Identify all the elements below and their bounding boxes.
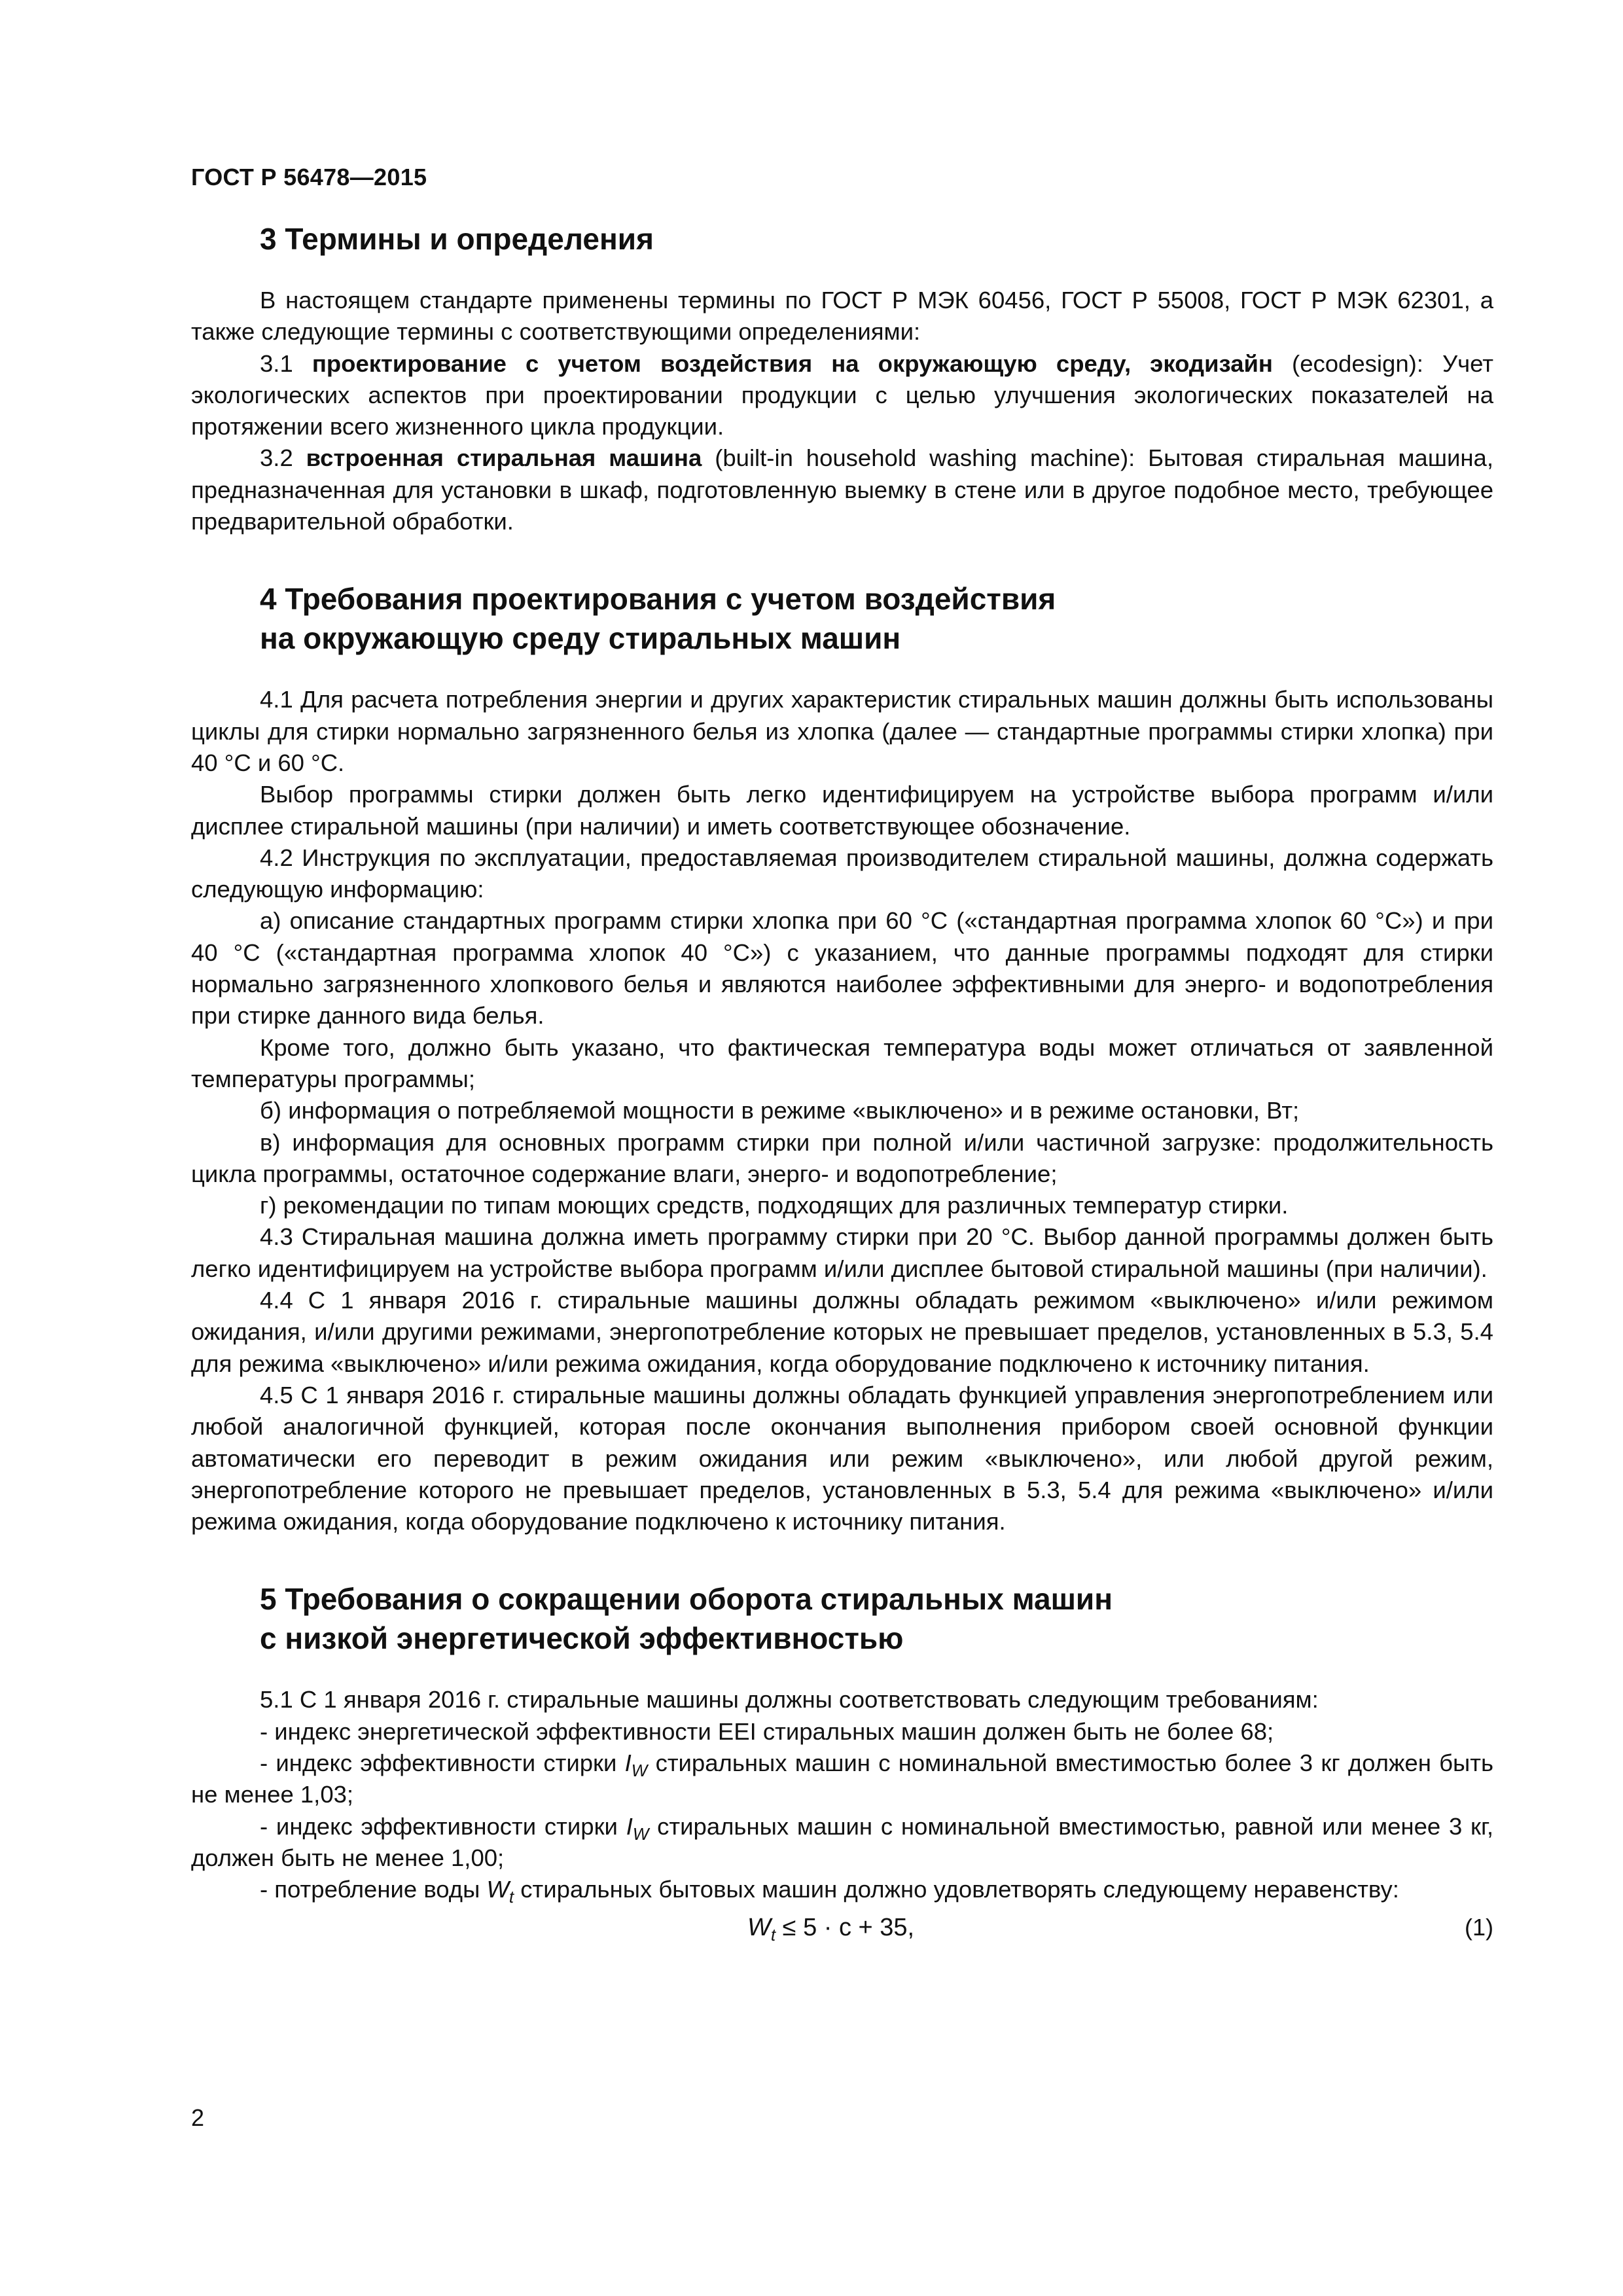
term-3-2: [191, 442, 1493, 537]
symbol-wt: $W_t$: [486, 1876, 514, 1907]
requirement-iw-over-3kg: - индекс эффективности стирки $I_W$ стиральных машин с номинальной вместимостью более 3 кг должен быть не менее 1,03;: [191, 1749, 1493, 1808]
section-5-title-line1: 5 Требования о сокращении оборота стиральных машин: [260, 1582, 1113, 1617]
list-item-g: г) рекомендации по типам моющих средств, подходящих для различных температур стирки.: [260, 1192, 1289, 1219]
term-3-2-number: 3.2: [260, 444, 306, 472]
paragraph-4-1-program-selection: Выбор программы стирки должен быть легко идентифицируем на устройстве выбора программ и/или дисплее стиральной машины (при наличии) и иметь соответствующее обозначение.: [191, 781, 1493, 840]
symbol-iw: $I_W$: [626, 1812, 649, 1844]
formula-1: [191, 1908, 1493, 1947]
section-4-title-line1: 4 Требования проектирования с учетом воздействия: [260, 582, 1056, 617]
symbol-iw: $I_W$: [624, 1749, 648, 1780]
term-3-1: [191, 348, 1493, 443]
requirement-eei: - индекс энергетической эффективности EEI стиральных машин должен быть не более 68;: [260, 1717, 1274, 1745]
list-item-b: б) информация о потребляемой мощности в режиме «выключено» и в режиме остановки, Вт;: [260, 1097, 1300, 1124]
paragraph-4-3: 4.3 Стиральная машина должна иметь программу стирки при 20 °С. Выбор данной программы должен быть легко идентифицируем на устройстве выбора программ и/или дисплее бытовой стиральной машины (при наличии).: [191, 1223, 1493, 1282]
formula-expression: $W_t \le 5 \cdot c + 35$,: [747, 1914, 915, 1945]
section-5-title: [191, 1579, 1493, 1658]
page-content: [191, 219, 1493, 1947]
requirement-iw-up-to-3kg: - индекс эффективности стирки $I_W$ стиральных машин с номинальной вместимостью, равной или менее 3 кг, должен быть не менее 1,00;: [191, 1812, 1493, 1871]
paragraph-4-1: 4.1 Для расчета потребления энергии и других характеристик стиральных машин должны быть использованы циклы для стирки нормально загрязненного белья из хлопка (далее — стандартные программы стирки хлопка) при 40 °С и 60 °С.: [191, 686, 1493, 776]
standard-code-header: ГОСТ Р 56478—2015: [191, 164, 427, 190]
paragraph-5-1: 5.1 С 1 января 2016 г. стиральные машины должны соответствовать следующим требованиям:: [260, 1686, 1319, 1713]
term-3-1-number: 3.1: [260, 350, 312, 377]
section-4-title-line2: на окружающую среду стиральных машин: [260, 621, 901, 656]
paragraph-4-5: 4.5 С 1 января 2016 г. стиральные машины должны обладать функцией управления энергопотреблением или любой аналогичной функцией, которая после окончания выполнения прибором своей основной функции автоматически его переводит в режим ожидания или режим «выключено», или любой другой режим, энергопотребление которого не превышает пределов, установленных в 5.3, 5.4 для режима «выключено» и/или режима ожидания, когда оборудование подключено к источнику питания.: [191, 1381, 1493, 1535]
requirement-water-consumption: - потребление воды $W_t$ стиральных бытовых машин должно удовлетворять следующему неравенству:: [260, 1876, 1399, 1907]
term-3-1-definition: (ecodesign): Учет экологических аспектов при проектировании продукции с целью улучшения экологических показателей на протяжении всего жизненного цикла продукции.: [191, 350, 1493, 440]
paragraph-4-4: 4.4 С 1 января 2016 г. стиральные машины должны обладать режимом «выключено» и/или режимом ожидания, и/или другими режимами, энергопотребление которых не превышает пределов, установленных в 5.3, 5.4 для режима «выключено» и/или режима ожидания, когда оборудование подключено к источнику питания.: [191, 1287, 1493, 1377]
formula-number: (1): [1465, 1914, 1493, 1941]
term-3-1-name: проектирование с учетом воздействия на окружающую среду, экодизайн: [312, 350, 1273, 377]
term-3-2-name: встроенная стиральная машина: [306, 444, 702, 472]
list-item-v: в) информация для основных программ стирки при полной и/или частичной загрузке: продолжительность цикла программы, остаточное содержание влаги, энерго- и водопотребление;: [191, 1128, 1493, 1187]
list-item-a: а) описание стандартных программ стирки хлопка при 60 °С («стандартная программа хлопок 60 °С») и при 40 °С («стандартная программа хлопок 40 °С») с указанием, что данные программы подходят для стирки нормально загрязненного хлопкового белья и являются наиболее эффективными для энерго- и водопотребления при стирке данного вида белья.: [191, 907, 1493, 1030]
section-3-intro: В настоящем стандарте применены термины по ГОСТ Р МЭК 60456, ГОСТ Р 55008, ГОСТ Р МЭК 62301, а также следующие термины с соответствующими определениями:: [191, 287, 1493, 346]
section-4-title: [191, 579, 1493, 658]
paragraph-4-2: 4.2 Инструкция по эксплуатации, предоставляемая производителем стиральной машины, должна содержать следующую информацию:: [191, 844, 1493, 903]
page-number: 2: [191, 2104, 205, 2131]
section-5-title-line2: с низкой энергетической эффективностью: [260, 1621, 904, 1656]
section-3-title: 3 Термины и определения: [260, 222, 654, 256]
term-3-2-definition: (built-in household washing machine): Бытовая стиральная машина, предназначенная для установки в шкаф, подготовленную выемку в стене или в другое подобное место, требующее предварительной обработки.: [191, 444, 1493, 535]
paragraph-temperature-note: Кроме того, должно быть указано, что фактическая температура воды может отличаться от заявленной температуры программы;: [191, 1033, 1493, 1092]
